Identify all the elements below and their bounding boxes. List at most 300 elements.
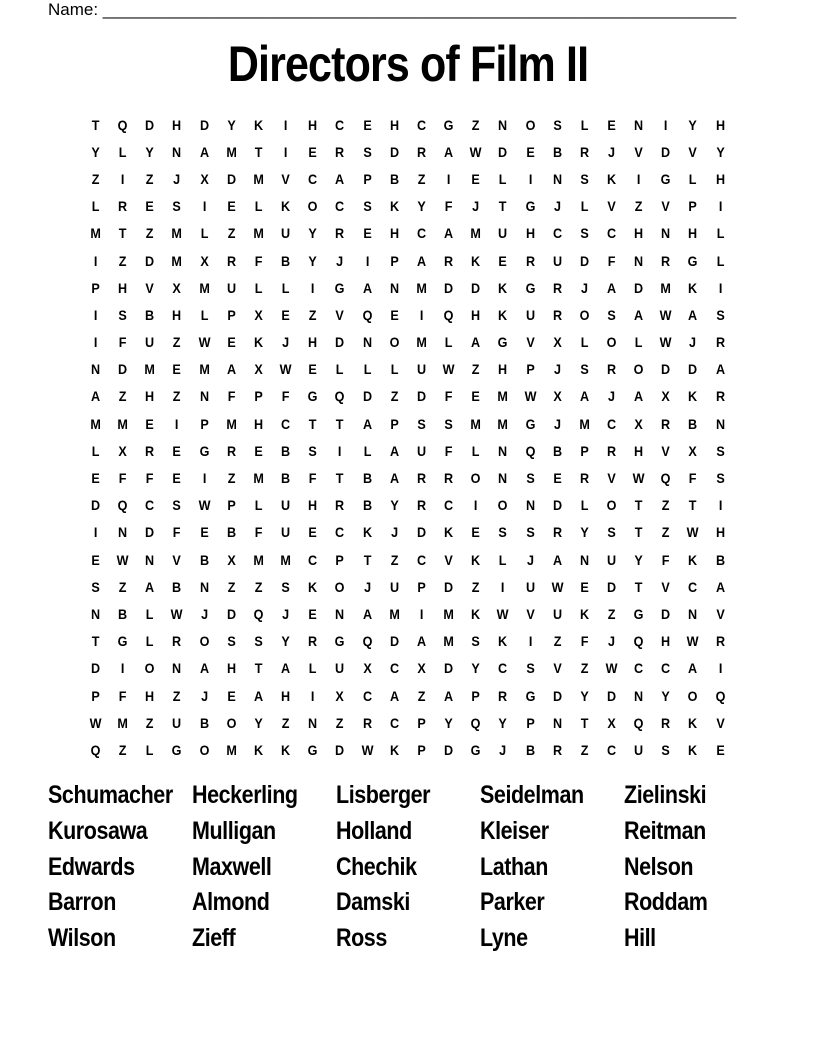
grid-letter: E [227,334,236,351]
word-bank-item: Heckerling [192,781,298,810]
grid-letter: E [471,170,480,187]
grid-letter: R [335,225,345,242]
grid-letter: N [552,714,562,731]
grid-letter: N [118,524,128,541]
grid-letter: M [253,170,264,187]
grid-letter: X [172,279,182,296]
word-bank-row [48,921,788,957]
grid-letter: L [580,334,589,351]
grid-row [82,655,734,682]
grid-letter: E [308,605,318,622]
grid-letter: A [715,361,725,378]
grid-letter: P [390,415,399,432]
grid-letter: P [688,198,698,215]
grid-letter: A [335,170,345,187]
grid-letter: U [281,225,291,242]
grid-letter: U [281,524,291,541]
grid-letter: L [254,497,263,514]
grid-letter: K [253,741,264,758]
grid-letter: Y [634,551,643,568]
grid-letter: A [389,470,399,487]
grid-row [82,464,734,491]
grid-letter: M [198,361,210,378]
grid-letter: T [336,470,344,487]
grid-row [82,600,734,627]
grid-letter: J [608,388,616,405]
grid-letter: Z [308,306,317,323]
grid-letter: R [498,687,508,704]
grid-letter: E [145,198,155,215]
grid-letter: C [634,660,644,677]
grid-letter: F [444,388,453,405]
grid-letter: Z [417,687,426,704]
grid-letter: X [661,388,671,405]
grid-letter: I [175,415,179,432]
grid-letter: D [552,687,562,704]
grid-letter: Q [362,306,373,323]
grid-letter: D [389,633,399,650]
grid-letter: K [688,741,698,758]
grid-letter: F [689,470,697,487]
grid-letter: U [226,279,236,296]
grid-letter: A [634,306,644,323]
word-bank-item: Ross [336,924,387,953]
grid-letter: E [607,116,616,133]
grid-letter: I [528,170,532,187]
grid-letter: H [634,442,644,459]
grid-letter: L [471,442,480,459]
grid-letter: P [525,714,535,731]
grid-letter: Z [227,470,236,487]
grid-letter: X [634,415,643,432]
grid-letter: T [580,714,589,731]
grid-letter: Z [281,714,290,731]
grid-letter: R [416,143,427,160]
grid-letter: S [580,170,589,187]
grid-letter: X [199,170,209,187]
grid-letter: M [171,252,183,269]
grid-letter: R [552,741,562,758]
grid-letter: C [416,116,427,133]
grid-letter: E [580,578,589,595]
grid-letter: O [579,306,590,323]
grid-letter: B [172,578,182,595]
grid-letter: R [308,633,318,650]
grid-letter: Y [580,687,589,704]
grid-letter: S [281,578,290,595]
grid-letter: Q [117,116,128,133]
grid-row [82,138,734,165]
grid-letter: N [91,605,101,622]
grid-letter: B [281,252,291,269]
grid-letter: T [634,578,643,595]
grid-letter: F [118,470,127,487]
grid-letter: E [498,252,508,269]
grid-letter: C [335,198,345,215]
grid-letter: X [553,334,562,351]
grid-letter: Z [580,660,589,677]
grid-letter: C [606,741,617,758]
grid-letter: G [199,442,210,459]
grid-letter: O [199,633,210,650]
grid-letter: S [661,741,671,758]
grid-letter: G [525,279,535,296]
grid-letter: C [308,551,318,568]
grid-letter: I [446,170,451,187]
grid-letter: D [552,497,562,514]
grid-letter: H [308,497,318,514]
grid-letter: C [552,225,562,242]
grid-row [82,301,734,328]
grid-letter: E [227,687,236,704]
grid-letter: K [362,524,372,541]
grid-letter: S [172,497,182,514]
grid-letter: O [606,497,617,514]
grid-letter: A [226,361,236,378]
grid-letter: M [226,143,237,160]
grid-letter: S [607,524,616,541]
grid-letter: K [688,551,698,568]
grid-letter: Z [336,714,344,731]
grid-letter: P [91,687,100,704]
grid-letter: B [281,442,291,459]
grid-letter: C [281,415,291,432]
grid-letter: K [471,252,481,269]
grid-letter: K [606,170,617,187]
grid-letter: R [606,442,617,459]
name-field-label: Name: ___________________________________________________________________ [48,0,737,19]
grid-letter: J [689,334,697,351]
grid-letter: R [118,198,128,215]
grid-letter: J [553,198,561,215]
grid-letter: L [689,170,697,187]
grid-row [82,329,734,356]
grid-letter: T [499,198,507,215]
grid-letter: X [688,442,698,459]
grid-letter: S [362,143,372,160]
grid-letter: R [226,442,236,459]
grid-letter: I [120,660,125,677]
grid-letter: P [362,170,372,187]
grid-letter: L [444,334,453,351]
grid-letter: K [498,279,508,296]
grid-letter: O [688,687,698,704]
grid-letter: M [443,605,454,622]
grid-letter: I [202,470,206,487]
grid-letter: G [688,252,698,269]
grid-letter: Q [633,714,644,731]
grid-letter: M [416,334,427,351]
grid-letter: A [552,551,562,568]
grid-letter: P [580,442,589,459]
grid-letter: H [498,361,508,378]
word-bank-item: Schumacher [48,781,173,810]
grid-letter: I [501,578,505,595]
grid-letter: C [688,578,698,595]
grid-letter: V [607,198,616,215]
grid-letter: K [471,605,481,622]
grid-letter: I [419,605,424,622]
grid-letter: D [145,116,155,133]
grid-letter: H [715,170,725,187]
grid-letter: E [172,361,182,378]
grid-letter: W [605,660,618,677]
grid-letter: E [172,470,182,487]
grid-letter: A [715,578,725,595]
grid-letter: R [145,442,155,459]
grid-letter: L [499,551,507,568]
grid-letter: F [146,470,154,487]
grid-letter: N [145,551,155,568]
grid-letter: L [254,198,263,215]
grid-letter: Q [470,714,481,731]
grid-letter: J [553,415,561,432]
grid-letter: G [660,170,671,187]
grid-letter: Q [525,442,535,459]
grid-letter: X [362,660,372,677]
grid-letter: U [634,741,644,758]
grid-letter: B [688,415,698,432]
grid-letter: L [499,170,507,187]
grid-letter: D [145,524,155,541]
grid-letter: L [118,143,127,160]
word-bank-row [48,885,788,921]
grid-letter: C [661,660,671,677]
grid-letter: U [525,306,535,323]
grid-letter: Q [443,306,454,323]
grid-letter: I [718,279,722,296]
grid-letter: E [471,524,480,541]
grid-letter: O [226,714,237,731]
grid-letter: R [335,143,345,160]
grid-letter: G [307,741,318,758]
grid-letter: N [525,497,535,514]
grid-letter: R [362,714,372,731]
grid-letter: I [283,116,288,133]
grid-letter: K [688,279,698,296]
grid-letter: O [633,361,644,378]
grid-letter: W [659,306,672,323]
grid-letter: L [390,361,399,378]
grid-letter: R [226,252,236,269]
grid-letter: S [715,442,725,459]
grid-letter: T [634,497,643,514]
grid-letter: R [444,252,454,269]
grid-letter: D [362,388,372,405]
grid-letter: S [498,524,508,541]
grid-letter: G [498,334,508,351]
grid-letter: R [444,470,454,487]
grid-letter: R [579,470,589,487]
grid-letter: I [718,660,722,677]
grid-letter: L [634,334,643,351]
grid-letter: H [661,633,671,650]
grid-letter: D [444,578,454,595]
grid-letter: D [661,361,671,378]
grid-letter: I [664,116,668,133]
word-bank-item: Almond [192,888,270,917]
grid-letter: R [416,497,427,514]
grid-letter: G [470,741,481,758]
grid-letter: D [91,660,101,677]
grid-letter: W [198,497,211,514]
grid-letter: Z [146,714,154,731]
grid-letter: M [443,633,454,650]
grid-letter: Y [254,714,263,731]
grid-letter: E [199,524,209,541]
grid-letter: V [715,714,725,731]
grid-letter: R [661,415,671,432]
grid-letter: Z [146,225,154,242]
grid-letter: O [335,578,345,595]
grid-letter: U [172,714,182,731]
grid-letter: Y [471,660,480,677]
grid-letter: L [580,198,589,215]
grid-letter: H [172,116,182,133]
grid-letter: Q [660,470,671,487]
grid-letter: E [308,361,318,378]
grid-letter: T [254,660,263,677]
grid-letter: I [93,252,98,269]
grid-letter: N [552,170,562,187]
word-bank-item: Roddam [624,888,708,917]
grid-letter: R [579,143,589,160]
grid-letter: J [608,143,616,160]
grid-letter: P [417,578,426,595]
grid-letter: J [173,170,181,187]
grid-letter: E [281,306,290,323]
grid-row [82,519,734,546]
grid-letter: Z [227,578,236,595]
grid-letter: C [389,660,399,677]
grid-letter: C [606,415,617,432]
grid-letter: S [471,633,480,650]
grid-letter: P [199,415,209,432]
grid-letter: K [389,198,399,215]
grid-letter: R [715,334,725,351]
word-bank-item: Maxwell [192,852,272,881]
grid-letter: Q [253,605,264,622]
grid-letter: S [254,633,263,650]
grid-letter: L [254,279,263,296]
grid-letter: H [118,279,128,296]
grid-letter: R [552,279,562,296]
grid-letter: O [498,497,508,514]
grid-letter: U [606,551,617,568]
grid-letter: H [389,225,399,242]
grid-letter: M [117,415,128,432]
grid-letter: Y [715,143,725,160]
grid-letter: J [608,633,616,650]
grid-letter: R [552,306,562,323]
grid-letter: I [283,143,288,160]
grid-letter: M [117,714,128,731]
grid-letter: S [580,361,589,378]
grid-letter: P [254,388,263,405]
grid-letter: W [198,334,211,351]
grid-row [82,628,734,655]
grid-row [82,682,734,709]
grid-letter: K [444,524,454,541]
word-bank-item: Kurosawa [48,817,148,846]
grid-letter: V [281,170,290,187]
grid-letter: U [525,578,535,595]
grid-letter: K [308,578,318,595]
grid-letter: Z [118,578,127,595]
grid-letter: I [202,198,206,215]
grid-letter: E [362,225,372,242]
grid-letter: H [145,687,155,704]
grid-letter: S [91,578,100,595]
grid-letter: U [281,497,291,514]
grid-letter: X [254,306,263,323]
grid-letter: R [606,361,617,378]
grid-letter: H [281,687,291,704]
grid-letter: R [661,252,671,269]
grid-letter: L [580,116,589,133]
grid-letter: F [580,633,589,650]
grid-letter: M [660,279,672,296]
grid-letter: V [715,605,725,622]
grid-letter: Z [471,116,480,133]
grid-letter: N [634,252,644,269]
grid-letter: H [253,415,264,432]
grid-letter: H [715,524,725,541]
grid-letter: D [661,143,671,160]
grid-letter: W [659,334,672,351]
grid-letter: Y [308,225,318,242]
grid-letter: C [362,687,372,704]
grid-letter: E [525,143,535,160]
grid-row [82,492,734,519]
grid-letter: I [93,524,98,541]
grid-letter: N [579,551,589,568]
grid-letter: R [525,252,535,269]
grid-letter: I [311,687,315,704]
grid-letter: T [363,551,371,568]
grid-letter: W [469,143,482,160]
grid-letter: Q [362,633,373,650]
grid-letter: Z [91,170,100,187]
grid-letter: W [687,524,699,541]
grid-letter: Z [580,741,589,758]
grid-letter: M [470,415,482,432]
grid-letter: E [553,470,562,487]
grid-letter: S [715,470,725,487]
grid-letter: D [688,361,698,378]
grid-letter: E [145,415,155,432]
grid-letter: Y [281,633,290,650]
word-bank-row [48,778,788,814]
word-bank-item: Kleiser [480,817,549,846]
grid-letter: X [335,687,345,704]
grid-letter: B [389,170,399,187]
grid-letter: F [662,551,670,568]
grid-letter: Z [634,198,643,215]
grid-letter: M [416,279,427,296]
grid-letter: C [416,551,427,568]
grid-letter: I [93,306,98,323]
grid-letter: E [91,470,100,487]
grid-letter: X [199,252,209,269]
grid-letter: D [199,116,209,133]
grid-letter: Y [417,198,426,215]
word-search-grid [82,111,734,764]
grid-letter: J [526,551,534,568]
grid-letter: V [525,605,535,622]
grid-letter: U [145,334,155,351]
grid-letter: Z [254,578,263,595]
